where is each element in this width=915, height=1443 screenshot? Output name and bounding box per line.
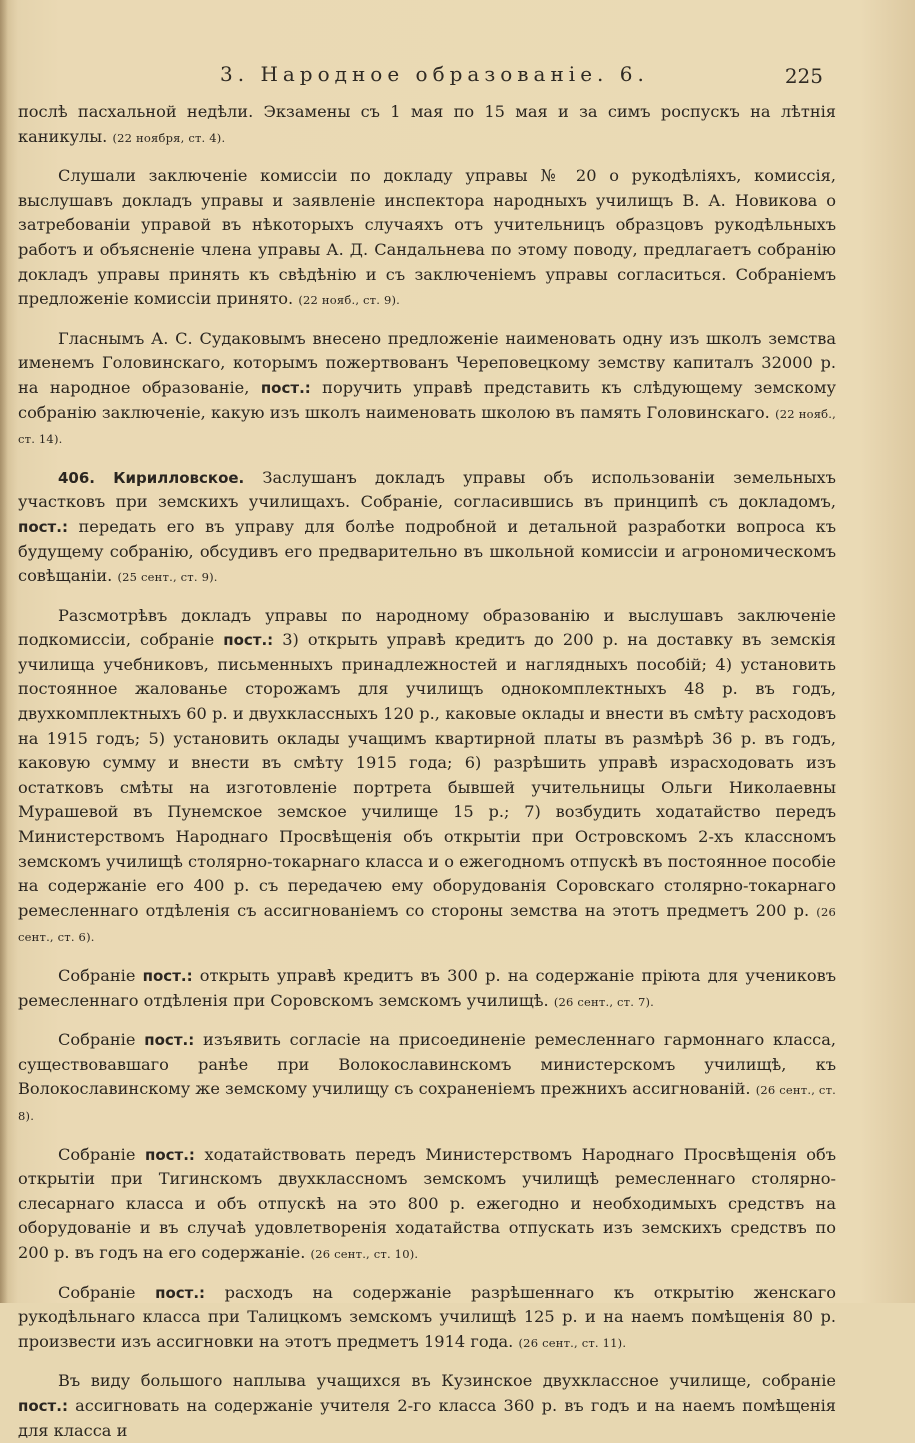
source-reference: (22 нояб., ст. 14). — [18, 406, 836, 447]
source-reference: (22 ноября, ст. 4). — [112, 130, 226, 145]
paragraph-text: Собраніе — [58, 966, 136, 985]
source-reference: (26 сент., ст. 11). — [518, 1335, 627, 1350]
paragraph-text: послѣ пасхальной недѣли. Экзамены съ 1 мая по 15 мая и за симъ роспускъ на лѣтнія каникулы. — [18, 102, 836, 146]
page-body — [18, 100, 836, 1443]
resolution-marker: пост.: — [144, 1145, 195, 1164]
paragraph-9 — [18, 1281, 836, 1356]
paragraph-7 — [18, 1028, 836, 1128]
paragraph-3 — [18, 327, 836, 452]
paragraph-text: поручить управѣ представить къ слѣдующему земскому собранію заключеніе, какую изъ школъ наименовать школою въ память Головинскаго. — [18, 377, 836, 422]
paragraph-text: ассигновать на содержаніе учителя 2-го класса 360 р. въ годъ и на наемъ помѣщенія для класса и — [18, 1395, 837, 1440]
paragraph-8 — [18, 1143, 836, 1267]
paragraph-text: Въ виду большого наплыва учащихся въ Кузинское двухклассное училище, собраніе — [58, 1371, 836, 1391]
paragraph-text: открыть управѣ кредитъ въ 300 р. на содержаніе пріюта для учениковъ ремесленнаго отдѣленія при Соровскомъ земскомъ училищѣ. — [18, 966, 836, 1010]
paragraph-2 — [18, 164, 836, 313]
paragraph-text: передать его въ управу для болѣе подробной и детальной разработки вопроса къ будущему собранію, обсудивъ его предварительно въ школьной комиссіи и агрономическомъ совѣщаніи. — [18, 516, 836, 586]
resolution-marker: пост.: — [223, 631, 274, 650]
source-reference: (26 сент., ст. 10). — [310, 1246, 419, 1261]
paragraph-text: Собраніе — [58, 1144, 136, 1164]
source-reference: (26 сент., ст. 7). — [553, 994, 655, 1009]
resolution-marker: пост.: — [18, 517, 68, 536]
paragraph-10 — [18, 1369, 836, 1443]
binding-shadow — [0, 0, 8, 1303]
resolution-marker: пост.: — [144, 1031, 195, 1050]
page-number: 225 — [784, 64, 823, 88]
paragraph-text: Слушали заключеніе комиссіи по докладу управы № 20 о рукодѣліяхъ, комиссія, выслушавъ докладъ управы и заявленіе инспектора народныхъ училищъ В. А. Новикова о затребованіи управой въ нѣкоторыхъ случаяхъ отъ учительницъ образцовъ рукодѣльныхъ работъ и объясненіе члена управы А. Д. Сандальнева по этому поводу, предлагаетъ собранію докладъ управы принять къ свѣдѣнію и съ заключеніемъ управы согласиться. Собраніемъ предложеніе комиссіи принято. — [18, 166, 836, 309]
resolution-marker: пост.: — [18, 1396, 68, 1415]
paragraph-6 — [18, 964, 836, 1014]
source-reference: (22 нояб., ст. 9). — [298, 293, 401, 308]
page-header — [0, 62, 915, 92]
resolution-marker: пост.: — [260, 378, 311, 397]
paragraph-text: Разсмотрѣвъ докладъ управы по народному образованію и выслушавъ заключеніе подкомиссіи, собраніе — [18, 605, 836, 650]
paragraph-5 — [18, 604, 836, 950]
paragraph-text: Гласнымъ А. С. Судаковымъ внесено предложеніе наименовать одну изъ школъ земства именемъ Головинскаго, которымъ пожертвованъ Череповецкому земству капиталъ 32000 р. на народное образованіе, — [18, 328, 836, 397]
resolution-marker: пост.: — [142, 967, 193, 985]
paragraph-text: Собраніе — [58, 1282, 136, 1302]
running-head: 3. Народное образованіе. 6. — [220, 62, 649, 86]
paragraph-4 — [18, 466, 836, 590]
source-reference: (26 сент., ст. 6). — [18, 904, 836, 945]
paragraph-text: расходъ на содержаніе разрѣшеннаго къ открытію женскаго рукодѣльнаго класса при Талицкомъ земскомъ училищѣ 125 р. и на наемъ помѣщенія 80 р. произвести изъ ассигновки на этотъ предметъ 1914 года. — [18, 1282, 836, 1351]
source-reference: (26 сент., ст. 8). — [18, 1083, 836, 1123]
resolution-marker: пост.: — [155, 1283, 206, 1302]
paragraph-text: 3) открыть управѣ кредитъ до 200 р. на доставку въ земскія училища учебниковъ, письменныхъ принадлежностей и наглядныхъ пособій; 4) установить постоянное жалованье сторожамъ для училищъ однокомплектныхъ 48 р. въ годъ, двухкомплектныхъ 60 р. и двухклассныхъ 120 р., каковые оклады и внести въ смѣту расходовъ на 1915 годъ; 5) установить оклады учащимъ квартирной платы въ размѣрѣ 36 р. въ годъ, каковую сумму и внести въ смѣту 1915 года; 6) разрѣшить управѣ израсходовать изъ остатковъ смѣты на изготовленіе портрета бывшей учительницы Ольги Николаевны Мурашевой въ Пунемское земское училище 15 р.; 7) возбудить ходатайство передъ Министерствомъ Народнаго Просвѣщенія объ открытіи при Островскомъ 2-хъ классномъ земскомъ училищѣ столярно-токарнаго класса и о ежегодномъ отпускѣ въ постоянное пособіе на содержаніе его 400 р. съ передачею ему оборудованія Соровскаго столярно-токарнаго ремесленнаго отдѣленія съ ассигнованіемъ со стороны земства на этотъ предметъ 200 р. — [18, 630, 836, 920]
paragraph-text: Собраніе — [58, 1030, 136, 1050]
paragraph-text: Заслушанъ докладъ управы объ использованіи земельныхъ участковъ при земскихъ училищахъ. Собраніе, согласившись въ принципѣ съ докладомъ, — [18, 467, 836, 512]
source-reference: (25 сент., ст. 9). — [117, 570, 218, 585]
paragraph-text: ходатайствовать передъ Министерствомъ Народнаго Просвѣщенія объ открытіи при Тигинскомъ двухклассномъ земскомъ училищѣ ремесленнаго столярно-слесарнаго класса и объ отпускѣ на это 800 р. ежегодно и необходимыхъ средствъ на оборудованіе и въ случаѣ удовлетворенія ходатайства отпускать изъ земскихъ средствъ по 200 р. въ годъ на его содержаніе. — [18, 1144, 836, 1262]
paragraph-text: изъявить согласіе на присоединеніе ремесленнаго гармоннаго класса, существовавшаго ранѣе при Волокославинскомъ министерскомъ училищѣ, къ Волокославинскому же земскому училищу съ сохраненіемъ прежнихъ ассигнованій. — [18, 1030, 836, 1099]
section-heading: 406. Кирилловское. — [58, 468, 245, 487]
paragraph-1 — [18, 100, 836, 150]
